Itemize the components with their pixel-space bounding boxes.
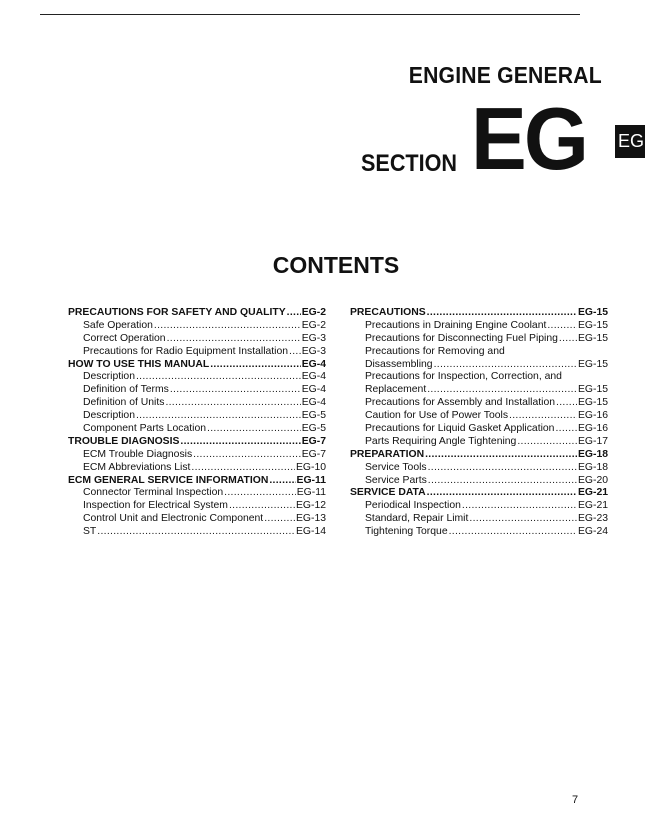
toc-left-column: [68, 307, 326, 539]
section-code: EG: [471, 89, 587, 188]
toc-dot-leader: [428, 475, 577, 488]
toc-dot-leader: [207, 423, 301, 436]
toc-entry[interactable]: [350, 462, 608, 475]
toc-entry[interactable]: [68, 346, 326, 359]
toc-entry-title: ECM GENERAL SERVICE INFORMATION: [68, 474, 269, 486]
toc-entry[interactable]: [350, 397, 608, 410]
toc-entry-title: Service Tools: [365, 461, 427, 473]
toc-dot-leader: [289, 346, 301, 359]
toc-entry-page: EG-20: [577, 474, 608, 486]
toc-entry-title: Caution for Use of Power Tools: [365, 410, 509, 422]
toc-entry-title: Control Unit and Electronic Component: [83, 513, 264, 525]
toc-dot-leader: [462, 500, 577, 513]
toc-entry-page: EG-2: [301, 307, 326, 318]
toc-entry-title: PRECAUTIONS: [350, 307, 426, 318]
toc-entry-title: PRECAUTIONS FOR SAFETY AND QUALITY: [68, 307, 286, 318]
toc-entry[interactable]: [68, 397, 326, 410]
toc-entry-page: EG-2: [301, 319, 326, 331]
toc-entry-page: EG-5: [301, 423, 326, 435]
toc-dot-leader: [264, 513, 295, 526]
toc-entry-page: EG-14: [295, 526, 326, 538]
toc-dot-leader: [165, 397, 300, 410]
section-side-tab[interactable]: EG: [615, 125, 645, 158]
toc-entry-title: Description: [83, 410, 135, 422]
toc-entry-title: Precautions for Assembly and Installation: [365, 397, 556, 409]
toc-entry-page: EG-21: [577, 500, 608, 512]
toc-dot-leader: [229, 500, 295, 513]
toc-entry-title: Connector Terminal Inspection: [83, 487, 224, 499]
toc-entry-page: EG-21: [577, 487, 608, 499]
toc-entry-page: EG-5: [301, 410, 326, 422]
toc-dot-leader: [136, 410, 301, 423]
toc-entry-page: EG-11: [296, 487, 326, 499]
toc-dot-leader: [97, 526, 295, 539]
toc-section-heading[interactable]: [350, 487, 608, 500]
toc-section-heading[interactable]: [68, 436, 326, 449]
toc-entry[interactable]: [68, 410, 326, 423]
toc-entry-page: EG-15: [577, 332, 608, 344]
toc-right-column: [350, 307, 608, 539]
toc-entry-title: ECM Abbreviations List: [83, 461, 191, 473]
toc-entry[interactable]: [350, 475, 608, 488]
toc-entry-page: EG-4: [301, 358, 326, 370]
top-rule: [40, 14, 580, 15]
toc-entry[interactable]: [350, 423, 608, 436]
toc-entry-page: EG-7: [301, 448, 326, 460]
toc-entry[interactable]: [68, 526, 326, 539]
toc-entry-title: Parts Requiring Angle Tightening: [365, 435, 517, 447]
toc-entry-page: EG-4: [301, 371, 326, 383]
toc-entry-page: EG-10: [295, 461, 326, 473]
toc-entry-title: Precautions in Draining Engine Coolant: [365, 319, 547, 331]
page-number: 7: [572, 794, 579, 806]
toc-dot-leader: [180, 436, 300, 449]
toc-dot-leader: [449, 526, 577, 539]
toc-section-heading[interactable]: [68, 359, 326, 372]
toc-entry-title: Precautions for Liquid Gasket Application: [365, 423, 555, 435]
toc-dot-leader: [427, 307, 577, 320]
toc-entry-title: Precautions for Disconnecting Fuel Piping: [365, 332, 558, 344]
toc-entry[interactable]: [350, 436, 608, 449]
toc-entry-title: Inspection for Electrical System: [83, 500, 228, 512]
toc-dot-leader: [136, 371, 301, 384]
toc-entry[interactable]: [68, 487, 326, 500]
toc-dot-leader: [170, 384, 301, 397]
toc-entry-title: Replacement: [365, 384, 427, 396]
toc-dot-leader: [428, 462, 577, 475]
toc-entry-title: Precautions for Removing and: [365, 345, 505, 357]
toc-entry-page: EG-4: [301, 384, 326, 396]
toc-dot-leader: [425, 449, 577, 462]
toc-dot-leader: [556, 397, 577, 410]
toc-section-heading[interactable]: [350, 307, 608, 320]
toc-entry-page: EG-15: [577, 384, 608, 396]
toc-entry-title: Definition of Units: [83, 397, 165, 409]
toc-entry-title: Description: [83, 371, 135, 383]
toc-entry[interactable]: [350, 346, 608, 359]
toc-dot-leader: [269, 475, 295, 488]
toc-dot-leader: [427, 384, 577, 397]
toc-entry-page: EG-16: [577, 423, 608, 435]
toc-dot-leader: [517, 436, 577, 449]
toc-entry-page: EG-11: [296, 474, 326, 486]
toc-dot-leader: [193, 449, 301, 462]
toc-entry-page: EG-24: [577, 526, 608, 538]
toc-entry[interactable]: [68, 449, 326, 462]
toc-entry-page: EG-4: [301, 397, 326, 409]
toc-entry-page: EG-7: [301, 435, 326, 447]
toc-dot-leader: [154, 320, 301, 333]
toc-entry[interactable]: [68, 500, 326, 513]
toc-entry[interactable]: [350, 513, 608, 526]
toc-entry-title: Correct Operation: [83, 332, 166, 344]
toc-entry-page: EG-16: [577, 410, 608, 422]
toc-section-heading[interactable]: [68, 475, 326, 488]
toc-entry[interactable]: [350, 526, 608, 539]
toc-entry-page: EG-15: [577, 397, 608, 409]
toc-entry-page: EG-3: [301, 332, 326, 344]
toc-entry-title: Service Parts: [365, 474, 427, 486]
toc-entry-title: Precautions for Radio Equipment Installation: [83, 345, 289, 357]
toc-entry-page: EG-12: [295, 500, 326, 512]
section-label: SECTION: [361, 150, 458, 177]
toc-entry-page: EG-18: [577, 461, 608, 473]
toc-entry[interactable]: [68, 320, 326, 333]
toc-entry[interactable]: [68, 384, 326, 397]
toc-dot-leader: [469, 513, 577, 526]
toc-entry-page: EG-15: [577, 319, 608, 331]
toc-entry[interactable]: [350, 384, 608, 397]
toc-dot-leader: [509, 410, 577, 423]
toc-dot-leader: [287, 307, 301, 320]
toc-section-heading[interactable]: [350, 449, 608, 462]
toc-entry[interactable]: [68, 371, 326, 384]
toc-entry-title: TROUBLE DIAGNOSIS: [68, 435, 180, 447]
contents-heading: CONTENTS: [272, 252, 400, 278]
section-title: ENGINE GENERAL: [408, 62, 602, 88]
toc-entry[interactable]: [68, 423, 326, 436]
toc-entry[interactable]: [350, 410, 608, 423]
toc-entry[interactable]: [350, 320, 608, 333]
toc-entry[interactable]: [68, 462, 326, 475]
toc-dot-leader: [547, 320, 577, 333]
toc-dot-leader: [559, 333, 577, 346]
toc-entry[interactable]: [350, 371, 608, 384]
toc-entry-title: Component Parts Location: [83, 423, 207, 435]
toc-dot-leader: [555, 423, 577, 436]
toc-section-heading[interactable]: [68, 307, 326, 320]
toc-entry-page: EG-18: [577, 448, 608, 460]
toc-dot-leader: [224, 487, 296, 500]
toc-entry-title: Tightening Torque: [365, 526, 448, 538]
toc-entry-page: EG-15: [577, 358, 608, 370]
toc-entry[interactable]: [68, 333, 326, 346]
toc-dot-leader: [167, 333, 301, 346]
toc-dot-leader: [434, 359, 577, 372]
toc-entry-page: EG-13: [295, 513, 326, 525]
toc-entry[interactable]: [350, 333, 608, 346]
toc-entry-title: PREPARATION: [350, 448, 425, 460]
toc-entry-title: HOW TO USE THIS MANUAL: [68, 358, 210, 370]
toc-entry-title: ECM Trouble Diagnosis: [83, 448, 193, 460]
toc-entry[interactable]: [350, 359, 608, 372]
toc-entry[interactable]: [350, 500, 608, 513]
toc-dot-leader: [210, 359, 301, 372]
toc-entry-title: SERVICE DATA: [350, 487, 426, 499]
toc-entry-page: EG-15: [577, 307, 608, 318]
toc-entry[interactable]: [68, 513, 326, 526]
toc-dot-leader: [427, 487, 577, 500]
toc-entry-title: Standard, Repair Limit: [365, 513, 469, 525]
toc-entry-title: ST: [83, 526, 97, 538]
toc-entry-title: Safe Operation: [83, 319, 153, 331]
toc-entry-title: Disassembling: [365, 358, 433, 370]
toc-entry-title: Periodical Inspection: [365, 500, 461, 512]
toc-entry-title: Precautions for Inspection, Correction, and: [365, 371, 562, 383]
toc-dot-leader: [191, 462, 295, 475]
toc-entry-title: Definition of Terms: [83, 384, 169, 396]
toc-entry-page: EG-23: [577, 513, 608, 525]
toc-entry-page: EG-3: [301, 345, 326, 357]
toc-entry-page: EG-17: [577, 435, 608, 447]
